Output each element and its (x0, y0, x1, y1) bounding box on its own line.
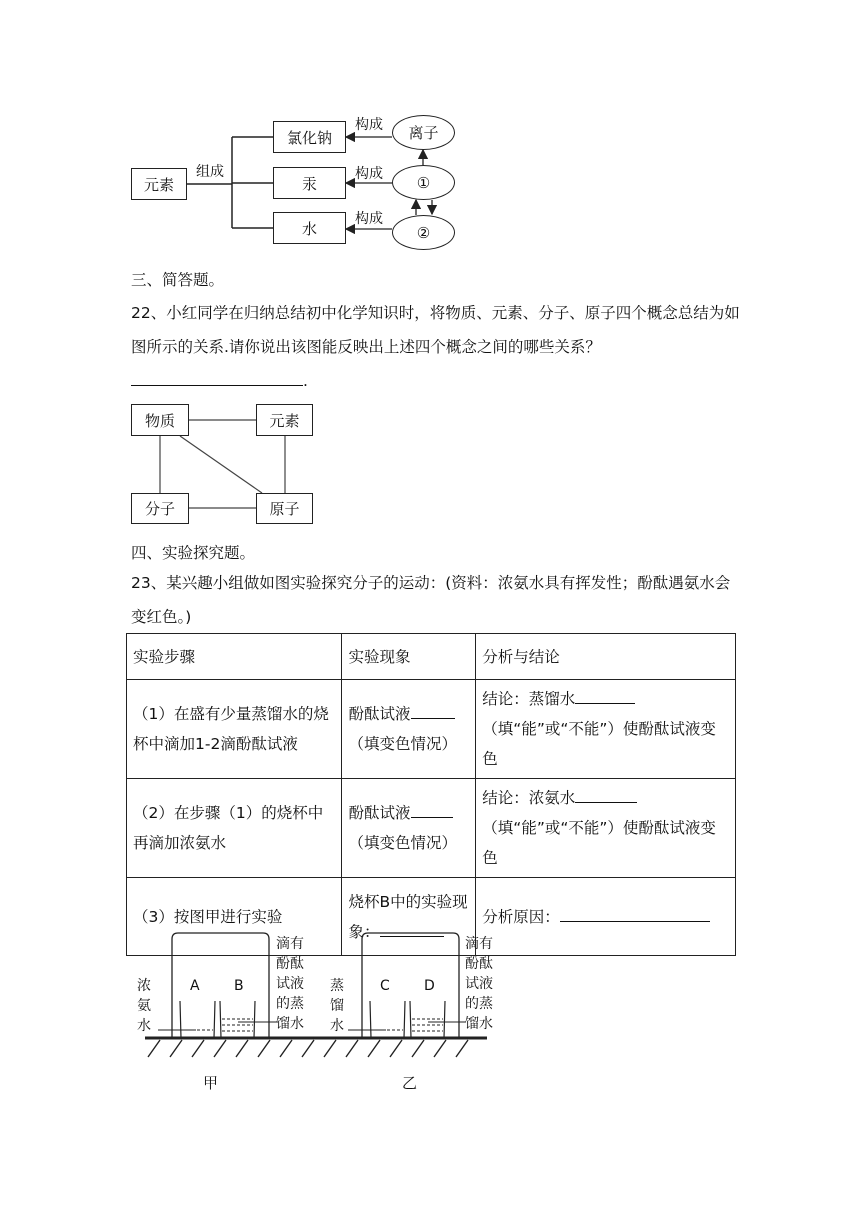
element-label: 元素 (143, 175, 174, 194)
sodium-chloride-box (273, 121, 346, 153)
label-line: 酚酞 (276, 956, 304, 972)
conclusion-suffix: （填“能”或“不能”）使酚酞试液变色 (482, 720, 716, 768)
label-line: 试液 (465, 976, 493, 992)
label-line: 滴有 (276, 936, 304, 952)
particle-2-ellipse (392, 215, 455, 250)
header-phenomenon: 实验现象 (342, 634, 476, 680)
label-char: 水 (330, 1018, 344, 1034)
mercury-label: 汞 (301, 174, 317, 193)
conclusion-blank[interactable] (575, 685, 635, 704)
particle-2-label: ② (416, 223, 431, 242)
matter-label: 物质 (144, 411, 175, 430)
question-23-text: 23、某兴趣小组做如图实验探究分子的运动：(资料：浓氨水具有挥发性；酚酞遇氨水会变红色。) (131, 574, 731, 626)
water-label: 水 (301, 219, 317, 238)
element-box (131, 168, 187, 200)
phenomenon-prefix: 烧杯B中的实验现象： (348, 892, 468, 941)
phenomenon-blank[interactable] (411, 799, 453, 818)
atom-label: 原子 (269, 500, 300, 518)
concept-diagram-lines (0, 390, 860, 530)
label-line: 酚酞 (465, 956, 493, 972)
conclusion-blank[interactable] (575, 784, 637, 803)
header-step: 实验步骤 (127, 634, 342, 680)
conclusion-cell (476, 680, 736, 779)
conclusion-cell (476, 779, 736, 878)
question-22 (131, 296, 741, 398)
beaker-a-label: A (190, 978, 200, 994)
label-line: 馏水 (276, 1016, 304, 1032)
phenolphthalein-water-label-2 (465, 934, 493, 1034)
phenolphthalein-water-label-1 (276, 934, 304, 1034)
matter-box (131, 404, 189, 436)
sodium-chloride-label: 氯化钠 (286, 128, 332, 147)
conclusion-prefix: 分析原因： (482, 907, 560, 926)
constitute-label-3: 构成 (355, 211, 383, 227)
table-row (127, 680, 736, 779)
section-3-heading: 三、简答题。 (131, 271, 225, 289)
molecule-box (131, 493, 189, 524)
constitute-label-2: 构成 (355, 166, 383, 182)
label-char: 馏 (330, 998, 344, 1014)
particle-1-label: ① (416, 173, 431, 192)
ion-label: 离子 (408, 124, 439, 142)
conclusion-suffix: （填“能”或“不能”）使酚酞试液变色 (482, 819, 716, 867)
beaker-b-label: B (234, 978, 244, 994)
step-cell: （2）在步骤（1）的烧杯中再滴加浓氨水 (127, 779, 342, 878)
conclusion-prefix: 结论：浓氨水 (482, 789, 576, 807)
element-box-2 (256, 404, 313, 436)
atom-box (256, 493, 313, 524)
table-header-row (127, 634, 736, 680)
label-line: 馏水 (465, 1016, 493, 1032)
phenomenon-cell (342, 779, 476, 878)
phenomenon-prefix: 酚酞试液 (348, 705, 411, 723)
analysis-blank[interactable] (560, 903, 710, 922)
beaker-d-label: D (424, 978, 435, 994)
label-line: 的蒸 (276, 996, 304, 1012)
label-line: 滴有 (465, 936, 493, 952)
header-conclusion: 分析与结论 (476, 634, 736, 680)
step-cell: （1）在盛有少量蒸馏水的烧杯中滴加1-2滴酚酞试液 (127, 680, 342, 779)
label-char: 浓 (137, 978, 151, 994)
phenomenon-cell (342, 680, 476, 779)
label-char: 蒸 (330, 978, 344, 994)
phenomenon-blank[interactable] (411, 700, 455, 719)
water-box (273, 212, 346, 244)
molecule-label: 分子 (144, 500, 175, 518)
question-22-text: 22、小红同学在归纳总结初中化学知识时，将物质、元素、分子、原子四个概念总结为如图所示的关系.请你说出该图能反映出上述四个概念之间的哪些关系？ (131, 304, 740, 356)
figure-jia-label: 甲 (203, 1074, 219, 1092)
answer-blank-22[interactable] (131, 367, 303, 386)
distilled-water-label (330, 976, 344, 1036)
label-char: 氨 (137, 998, 151, 1014)
phenomenon-suffix: （填变色情况） (348, 735, 457, 753)
particle-1-ellipse (392, 165, 455, 200)
phenomenon-prefix: 酚酞试液 (348, 804, 411, 822)
question-22-period: . (303, 372, 308, 390)
element-label-2: 元素 (269, 411, 300, 430)
phenomenon-suffix: （填变色情况） (348, 834, 457, 852)
label-line: 试液 (276, 976, 304, 992)
table-row (127, 779, 736, 878)
mercury-box (273, 167, 346, 199)
experiment-table (126, 633, 736, 956)
concentrated-ammonia-label (137, 976, 151, 1036)
ion-ellipse (392, 115, 455, 150)
beaker-c-label: C (380, 978, 390, 994)
step-cell: （3）按图甲进行实验 (127, 878, 342, 956)
compose-label: 组成 (196, 164, 224, 180)
section-4-heading: 四、实验探究题。 (131, 544, 256, 562)
conclusion-prefix: 结论：蒸馏水 (482, 690, 576, 708)
figure-yi-label: 乙 (402, 1074, 418, 1092)
constitute-label-1: 构成 (355, 117, 383, 133)
label-char: 水 (137, 1018, 151, 1034)
label-line: 的蒸 (465, 996, 493, 1012)
